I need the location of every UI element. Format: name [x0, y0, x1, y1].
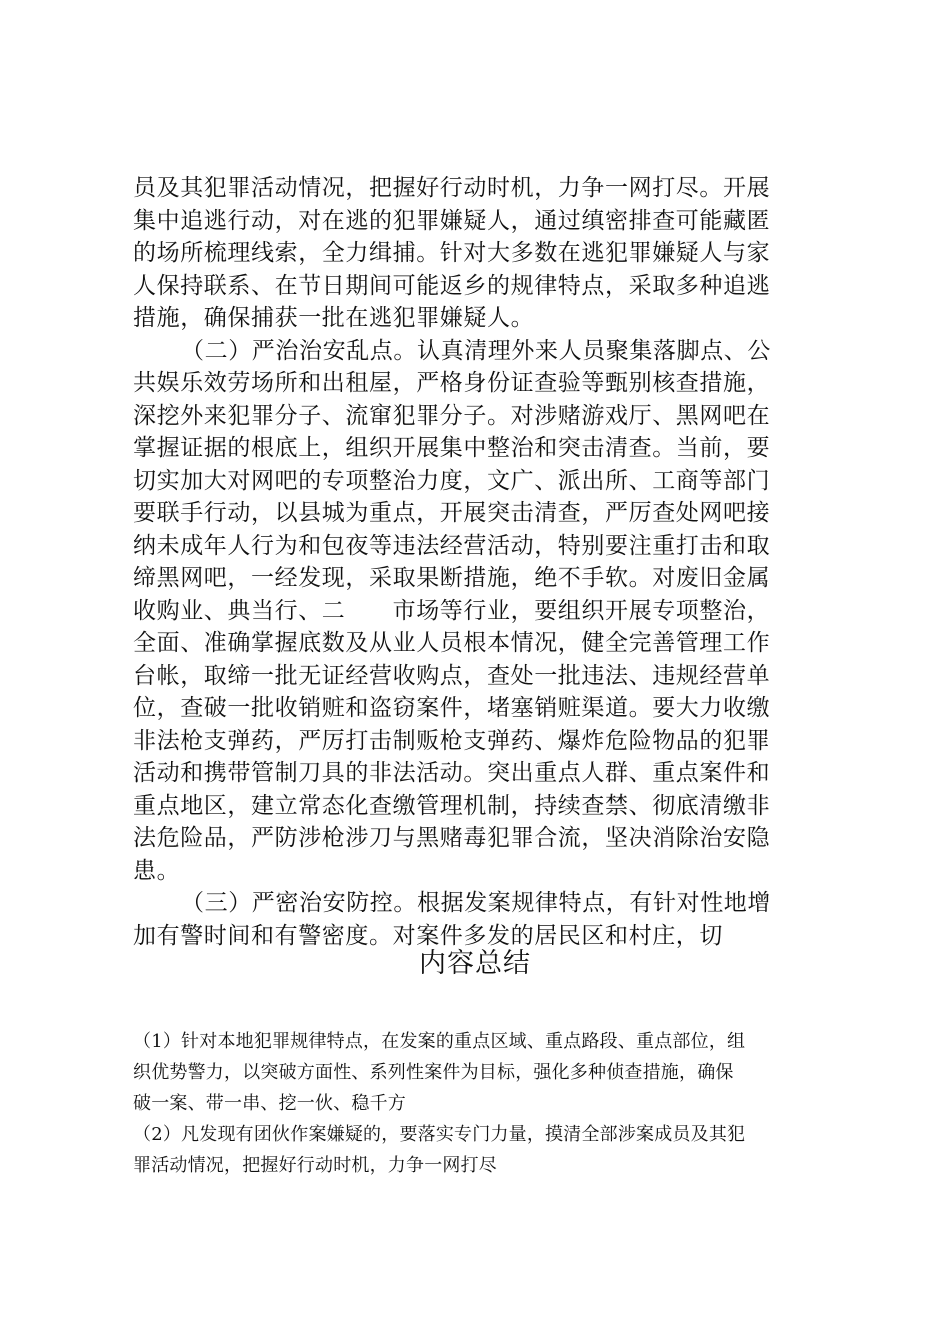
section-heading-line: （三）严密治安防控。根据发案规律特点，有针对性地增	[181, 890, 771, 916]
summary-line: 破一案、带一串、挖一伙、稳千方	[133, 1093, 406, 1114]
body-line: 人保持联系、在节日期间可能返乡的规律特点，采取多种追逃	[133, 272, 771, 299]
body-line: 全面、准确掌握底数及从业人员根本情况，健全完善管理工作	[133, 630, 771, 656]
body-line: 纳未成年人行为和包夜等违法经营活动，特别要注重打击和取	[133, 532, 771, 559]
body-line: 缔黑网吧，一经发现，采取果断措施，绝不手软。对废旧金属	[133, 565, 771, 591]
body-line: 重点地区，建立常态化查缴管理机制，持续查禁、彻底清缴非	[133, 792, 771, 819]
body-line: 法危险品，严防涉枪涉刀与黑赌毒犯罪合流，坚决消除治安隐	[133, 825, 771, 851]
body-line: 共娱乐效劳场所和出租屋，严格身份证查验等甄别核查措施，	[133, 370, 771, 396]
body-line: 要联手行动，以县城为重点，开展突击清查，严厉查处网吧接	[133, 500, 771, 526]
body-line: 的场所梳理线索，全力缉捕。针对大多数在逃犯罪嫌疑人与家	[133, 240, 771, 266]
body-line: 措施，确保捕获一批在逃犯罪嫌疑人。	[133, 305, 535, 331]
body-line: 员及其犯罪活动情况，把握好行动时机，力争一网打尽。开展	[133, 175, 771, 201]
body-line: 深挖外来犯罪分子、流窜犯罪分子。对涉赌游戏厅、黑网吧在	[133, 402, 771, 429]
body-line: 切实加大对网吧的专项整治力度，文广、派出所、工商等部门	[133, 467, 771, 494]
summary-line: （1）针对本地犯罪规律特点，在发案的重点区域、重点路段、重点部位，组	[133, 1031, 746, 1052]
summary-line: 织优势警力，以突破方面性、系列性案件为目标，强化多种侦查措施，确保	[133, 1062, 734, 1083]
section-heading-line: （二）严治治安乱点。认真清理外来人员聚集落脚点、公	[181, 337, 771, 364]
body-line: 收购业、典当行、二 市场等行业，要组织开展专项整治，	[133, 597, 771, 624]
body-line: 活动和携带管制刀具的非法活动。突出重点人群、重点案件和	[133, 760, 771, 786]
body-line: 加有警时间和有警密度。对案件多发的居民区和村庄，切	[133, 922, 723, 949]
body-text	[133, 172, 823, 952]
summary-line: 罪活动情况，把握好行动时机，力争一网打尽	[133, 1155, 497, 1176]
summary-line: （2）凡发现有团伙作案嫌疑的，要落实专门力量，摸清全部涉案成员及其犯	[133, 1124, 746, 1145]
summary-list	[133, 1026, 833, 1181]
body-line: 集中追逃行动，对在逃的犯罪嫌疑人，通过缜密排查可能藏匿	[133, 207, 771, 234]
body-line: 患。	[133, 857, 181, 884]
summary-title: 内容总结	[419, 948, 531, 979]
body-line: 掌握证据的根底上，组织开展集中整治和突击清查。当前，要	[133, 435, 771, 461]
body-line: 非法枪支弹药，严厉打击制贩枪支弹药、爆炸危险物品的犯罪	[133, 727, 771, 754]
body-line: 位，查破一批收销赃和盗窃案件，堵塞销赃渠道。要大力收缴	[133, 695, 771, 721]
body-line: 台帐，取缔一批无证经营收购点，查处一批违法、违规经营单	[133, 662, 771, 689]
